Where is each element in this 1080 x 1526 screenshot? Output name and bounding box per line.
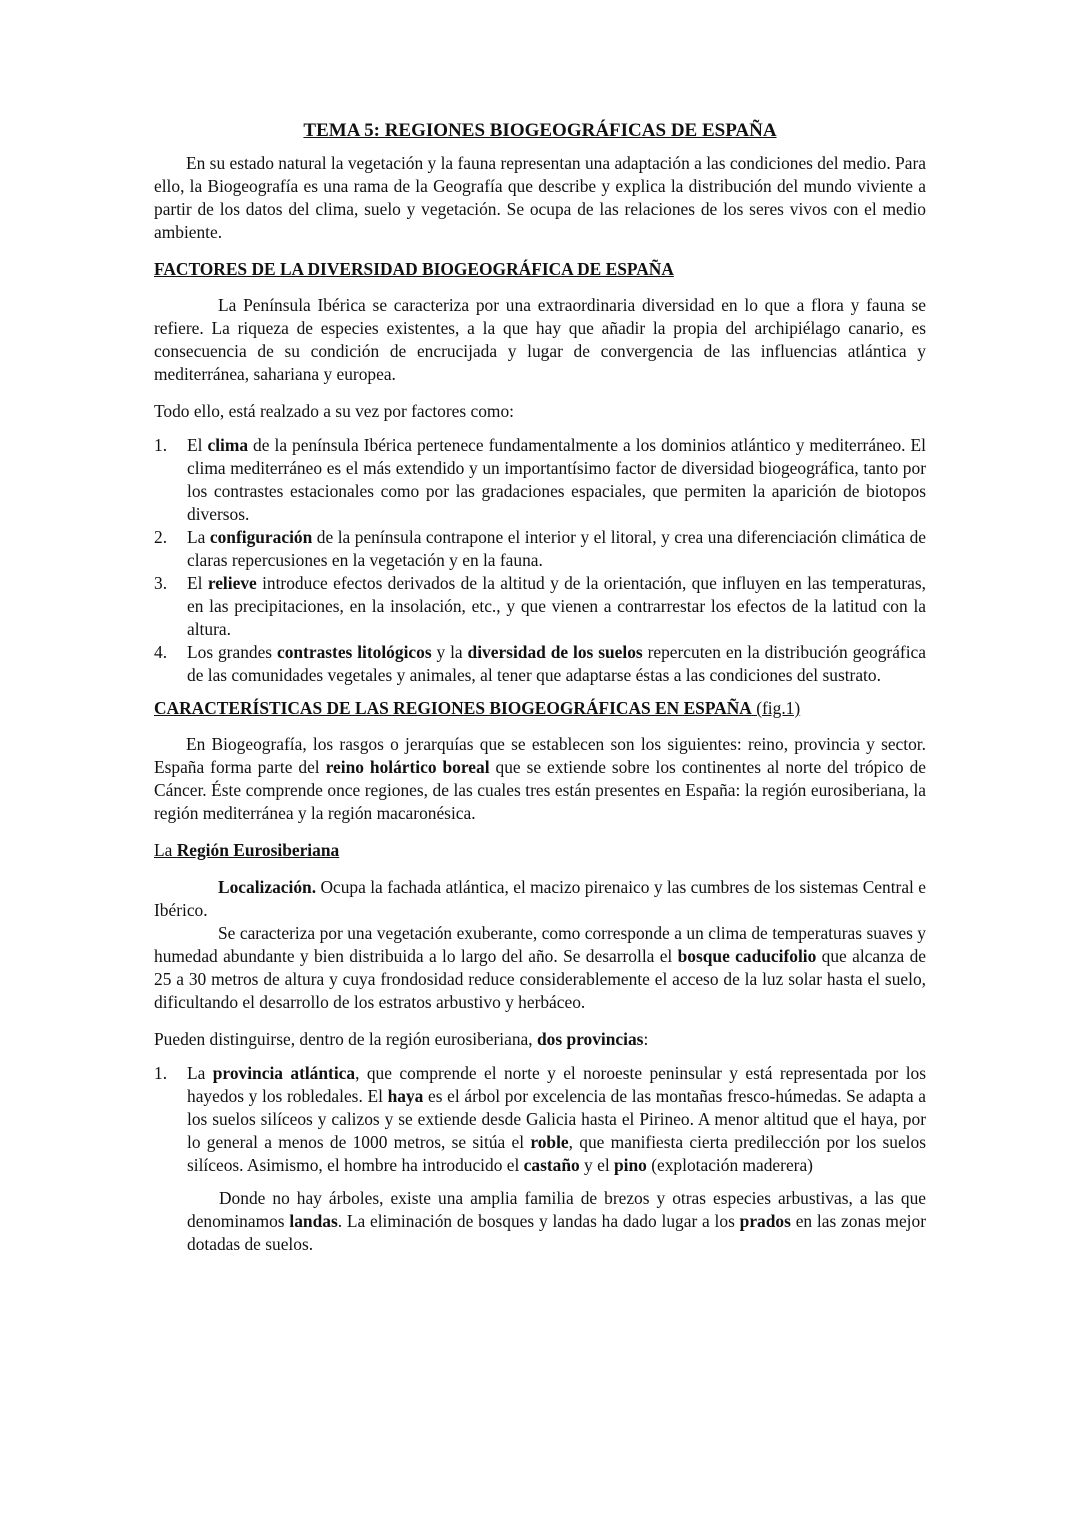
intro-paragraph: En su estado natural la vegetación y la fauna representan una adaptación a las condiciones del medio. Para ello, la Biogeografía es una rama de la Geografía que describe y explica la distribución del mundo viviente a partir de los datos del clima, suelo y vegetación. Se ocupa de las relaciones de los seres vivos con el medio ambiente. bbox=[154, 153, 926, 242]
list-item: 4. Los grandes contrastes litológicos y la diversidad de los suelos repercuten en la distribución geográfica de las comunidades vegetales y animales, al tener que adaptarse éstas a las condiciones del sustrato. bbox=[154, 642, 926, 685]
vegetacion-paragraph: Se caracteriza por una vegetación exuberante, como corresponde a un clima de temperaturas suaves y humedad abundante y bien distribuida a lo largo del año. Se desarrolla el bosque caducifolio que alcanza de 25 a 30 metros de altura y cuya frondosidad reduce considerablemente el acceso de la luz solar hasta el suelo, dificultando el desarrollo de los estratos arbustivo y herbáceo. bbox=[154, 923, 926, 1012]
factores-paragraph: La Península Ibérica se caracteriza por una extraordinaria diversidad en lo que a flora y fauna se refiere. La riqueza de especies existentes, a la que hay que añadir la propia del archipiélago canario, es consecuencia de su condición de encrucijada y lugar de convergencia de las influencias atlántica y mediterránea, sahariana y europea. bbox=[154, 295, 926, 384]
document-title: TEMA 5: REGIONES BIOGEOGRÁFICAS DE ESPAÑA bbox=[303, 120, 777, 141]
section-heading-caracteristicas: CARACTERÍSTICAS DE LAS REGIONES BIOGEOGRÁFICAS EN ESPAÑA (fig.1) bbox=[154, 698, 801, 718]
provincias-intro-line: Pueden distinguirse, dentro de la región eurosiberiana, dos provincias: bbox=[154, 1029, 649, 1049]
list-item: 1. La provincia atlántica, que comprende el norte y el noroeste peninsular y está representada por los hayedos y los robledales. El haya es el árbol por excelencia de las montañas fresco-húmedas. Se adapta a los suelos silíceos y calizos y se extiende desde Galicia hasta el Pirineo. A menor altitud que el haya, por lo general a menos de 1000 metros, se sitúa el roble, que manifiesta cierta predilección por los suelos silíceos. Asimismo, el hombre ha introducido el castaño y el pino (explotación maderera) bbox=[154, 1063, 926, 1175]
section-heading-factores: FACTORES DE LA DIVERSIDAD BIOGEOGRÁFICA DE ESPAÑA bbox=[154, 259, 674, 279]
figure-reference: (fig.1) bbox=[751, 698, 801, 718]
caracteristicas-paragraph: En Biogeografía, los rasgos o jerarquías que se establecen son los siguientes: reino, provincia y sector. España forma parte del reino holártico boreal que se extiende sobre los continentes al norte del trópico de Cáncer. Éste comprende once regiones, de las cuales tres están presentes en España: la región eurosiberiana, la región mediterránea y la región macaronésica. bbox=[154, 734, 926, 823]
landas-paragraph: Donde no hay árboles, existe una amplia familia de brezos y otras especies arbustivas, a las que denominamos landas. La eliminación de bosques y landas ha dado lugar a los prados en las zonas mejor dotadas de suelos. bbox=[187, 1188, 926, 1254]
list-item: 2. La configuración de la península contrapone el interior y el litoral, y crea una diferenciación climática de claras repercusiones en la vegetación y en la fauna. bbox=[154, 527, 926, 570]
list-item: 1. El clima de la península Ibérica pertenece fundamentalmente a los dominios atlántico y mediterráneo. El clima mediterráneo es el más extendido y un importantísimo factor de diversidad biogeográfica, tanto por los contrastes estacionales como por las gradaciones espaciales, que permiten la aparición de biotopos diversos. bbox=[154, 435, 926, 524]
list-item: 3. El relieve introduce efectos derivados de la altitud y de la orientación, que influyen en las temperaturas, en las precipitaciones, en la insolación, etc., y que vienen a contrarrestar los efectos de la latitud con la altura. bbox=[154, 573, 926, 639]
region-eurosiberiana-heading: La Región Eurosiberiana bbox=[154, 840, 340, 860]
factores-intro-line: Todo ello, está realzado a su vez por factores como: bbox=[154, 401, 514, 421]
document-page bbox=[154, 118, 926, 1256]
provincias-list bbox=[154, 1062, 926, 1177]
factores-list bbox=[154, 434, 926, 687]
localizacion-paragraph: Localización. Ocupa la fachada atlántica, el macizo pirenaico y las cumbres de los sistemas Central e Ibérico. bbox=[154, 877, 926, 920]
